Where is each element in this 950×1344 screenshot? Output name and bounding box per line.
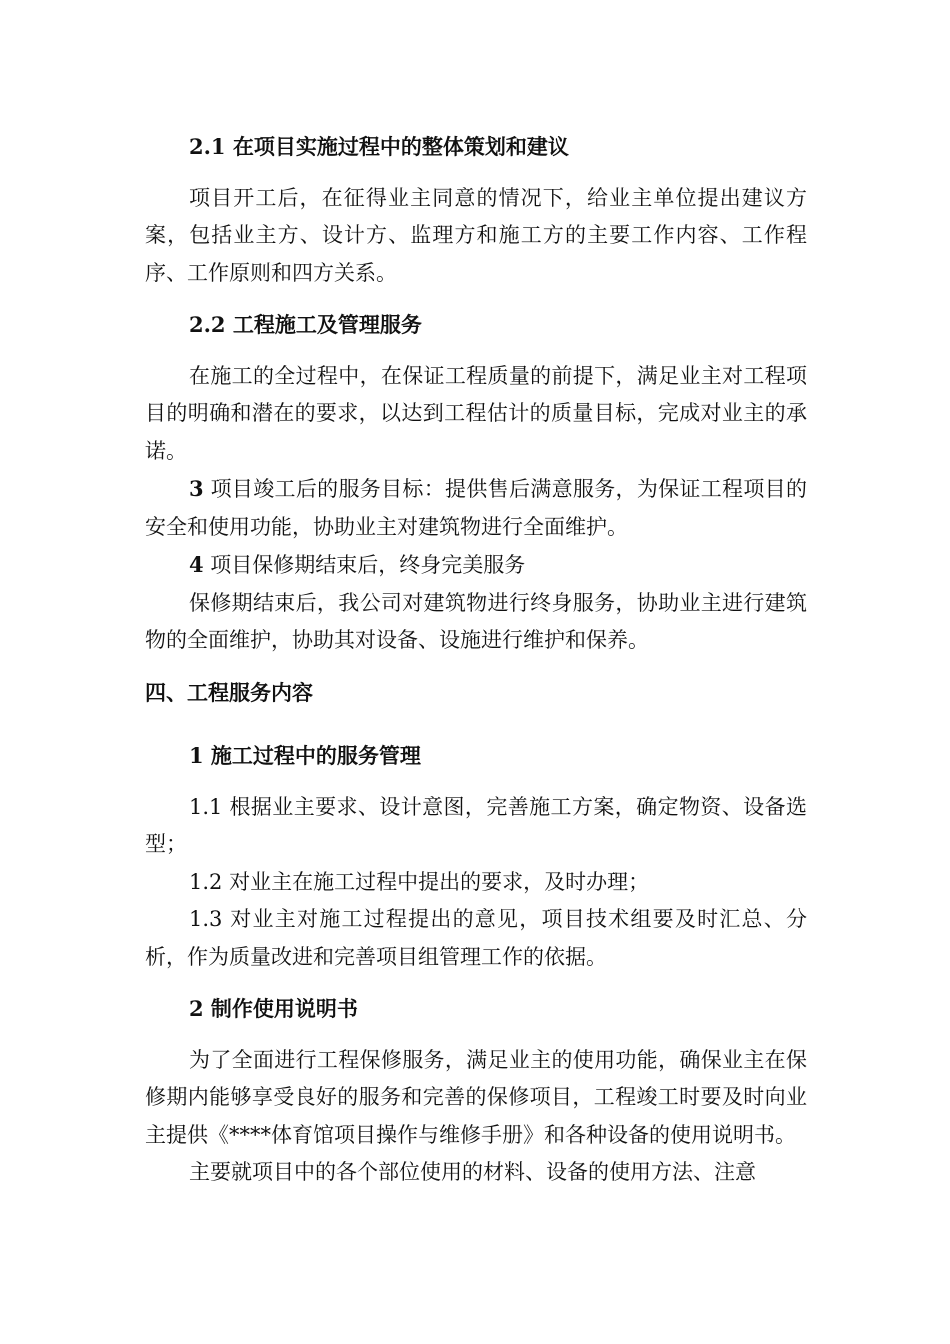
item-3 xyxy=(145,470,807,546)
paragraph-2-1: 项目开工后，在征得业主同意的情况下，给业主单位提出建议方案，包括业主方、设计方、监理方和施工方的主要工作内容、工作程序、工作原则和四方关系。 xyxy=(145,185,807,285)
paragraph-4: 保修期结束后，我公司对建筑物进行终身服务，协助业主进行建筑物的全面维护，协助其对设备、设施进行维护和保养。 xyxy=(145,590,807,652)
paragraph-2a: 为了全面进行工程保修服务，满足业主的使用功能，确保业主在保修期内能够享受良好的服务和完善的保修项目，工程竣工时要及时向业主提供《****体育馆项目操作与维修手册》和各种设备的使用说明书。 xyxy=(145,1047,807,1147)
paragraph-1-3: 1.3 对业主对施工过程提出的意见，项目技术组要及时汇总、分析，作为质量改进和完善项目组管理工作的依据。 xyxy=(145,907,807,969)
heading-2-2: 2.2 工程施工及管理服务 xyxy=(189,312,422,337)
paragraph-1-2: 1.2 对业主在施工过程中提出的要求，及时办理； xyxy=(189,869,650,894)
paragraph-1-1: 1.1 根据业主要求、设计意图，完善施工方案，确定物资、设备选型； xyxy=(145,794,807,856)
heading-1: 1 施工过程中的服务管理 xyxy=(189,743,421,768)
item-4-number: 4 xyxy=(189,552,204,577)
item-4 xyxy=(145,546,807,585)
heading-2-1: 2.1 在项目实施过程中的整体策划和建议 xyxy=(189,134,569,159)
heading-2: 2 制作使用说明书 xyxy=(189,996,358,1021)
document-page xyxy=(145,128,807,1192)
item-3-text: 项目竣工后的服务目标：提供售后满意服务，为保证工程项目的安全和使用功能，协助业主对建筑物进行全面维护。 xyxy=(145,477,807,539)
paragraph-2b: 主要就项目中的各个部位使用的材料、设备的使用方法、注意 xyxy=(189,1160,756,1184)
heading-section-four: 四、工程服务内容 xyxy=(145,679,313,705)
paragraph-2-2: 在施工的全过程中，在保证工程质量的前提下，满足业主对工程项目的明确和潜在的要求，以达到工程估计的质量目标，完成对业主的承诺。 xyxy=(145,363,807,463)
item-3-number: 3 xyxy=(189,476,204,501)
item-4-text: 项目保修期结束后，终身完美服务 xyxy=(203,553,526,577)
